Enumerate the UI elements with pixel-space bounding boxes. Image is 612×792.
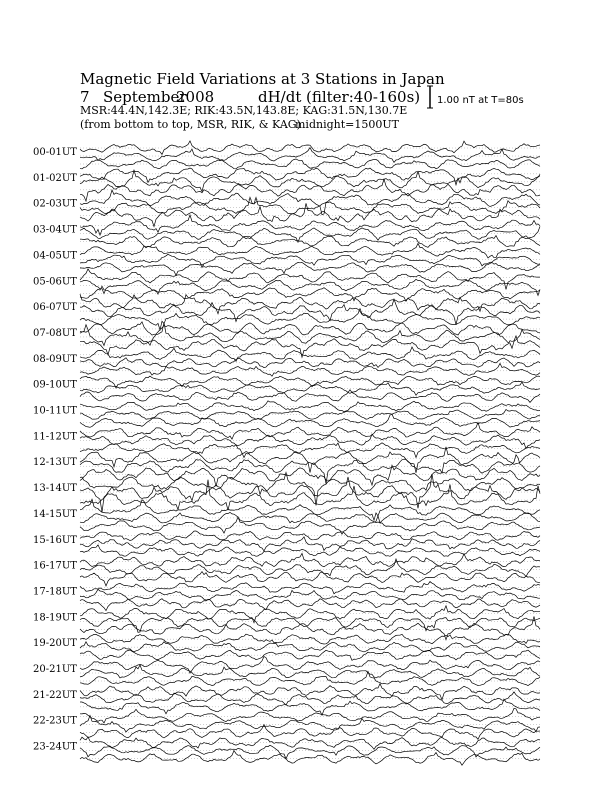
hour-label: 01-02UT [33,172,77,184]
hour-label: 13-14UT [33,483,77,495]
station-trace [80,294,540,314]
hour-label: 20-21UT [33,664,77,675]
hour-label: 08-09UT [33,353,77,365]
hour-label: 23-24UT [33,741,77,753]
hour-label: 05-06UT [33,276,77,288]
hour-label: 16-17UT [33,560,77,572]
station-order-note: (from bottom to top, MSR, RIK, & KAG) [80,118,301,131]
quantity-label: dH/dt [258,88,302,106]
station-trace [80,363,540,376]
hour-label: 02-03UT [33,198,77,210]
station-trace [80,347,540,361]
station-trace [80,322,540,335]
station-trace [80,203,540,226]
station-trace [80,414,540,427]
hour-label: 14-15UT [33,508,77,520]
hour-label: 22-23UT [33,715,77,727]
station-trace [80,269,540,290]
hour-label: 00-01UT [33,147,77,158]
station-trace [80,692,540,705]
station-trace [80,480,540,511]
chart-title: Magnetic Field Variations at 3 Stations in Japan [80,70,445,88]
station-trace [80,422,540,439]
station-trace [80,708,540,723]
station-trace [80,684,540,700]
hour-label: 09-10UT [33,379,77,391]
scale-bar-label: 1.00 nT at T=80s [437,95,524,106]
hour-label: 11-12UT [33,431,77,443]
date-year: 2008 [176,88,215,106]
station-trace [80,190,540,215]
hour-label: 03-04UT [33,224,77,236]
station-trace [80,665,540,678]
station-trace [80,443,540,458]
station-trace [80,737,540,749]
date-day: 7 [80,88,90,106]
station-trace [80,168,540,185]
hour-label: 19-20UT [33,638,77,650]
station-trace [80,215,540,235]
station-trace [80,286,540,301]
station-trace [80,642,540,652]
station-trace [80,474,540,512]
hour-label: 10-11UT [33,405,77,417]
station-trace [80,434,540,449]
hour-label: 12-13UT [33,457,77,469]
station-trace [80,254,540,267]
station-trace [80,616,540,639]
station-trace [80,589,540,600]
station-trace [80,572,540,586]
hour-label: 15-16UT [33,534,77,546]
station-trace [80,390,540,403]
date-month: September [103,88,187,106]
station-trace [80,179,540,201]
station-trace [80,650,540,660]
station-trace [80,725,540,740]
hour-label: 17-18UT [33,586,77,598]
station-trace [80,545,540,556]
station-trace [80,606,540,623]
station-trace [80,336,540,357]
station-trace [80,751,540,766]
midnight-note: midnight=1500UT [295,118,399,131]
hour-label: 18-19UT [33,612,77,624]
station-trace [80,745,540,759]
hour-label: 04-05UT [33,250,77,262]
station-trace [80,455,540,484]
station-trace [80,634,540,644]
station-trace [80,465,540,486]
station-trace [80,516,540,534]
station-trace [80,376,540,388]
station-trace [80,657,540,674]
station-trace [80,553,540,566]
filter-label: (filter:40-160s) [306,88,421,106]
station-trace [80,323,540,349]
hour-label: 21-22UT [33,689,77,701]
hour-label: 06-07UT [33,302,77,314]
station-coordinates: MSR:44.4N,142.3E; RIK:43.5N,143.8E; KAG:31.5N,130.7E [80,104,408,117]
hour-label: 07-08UT [33,327,77,339]
station-trace [80,263,540,276]
station-trace [80,401,540,412]
